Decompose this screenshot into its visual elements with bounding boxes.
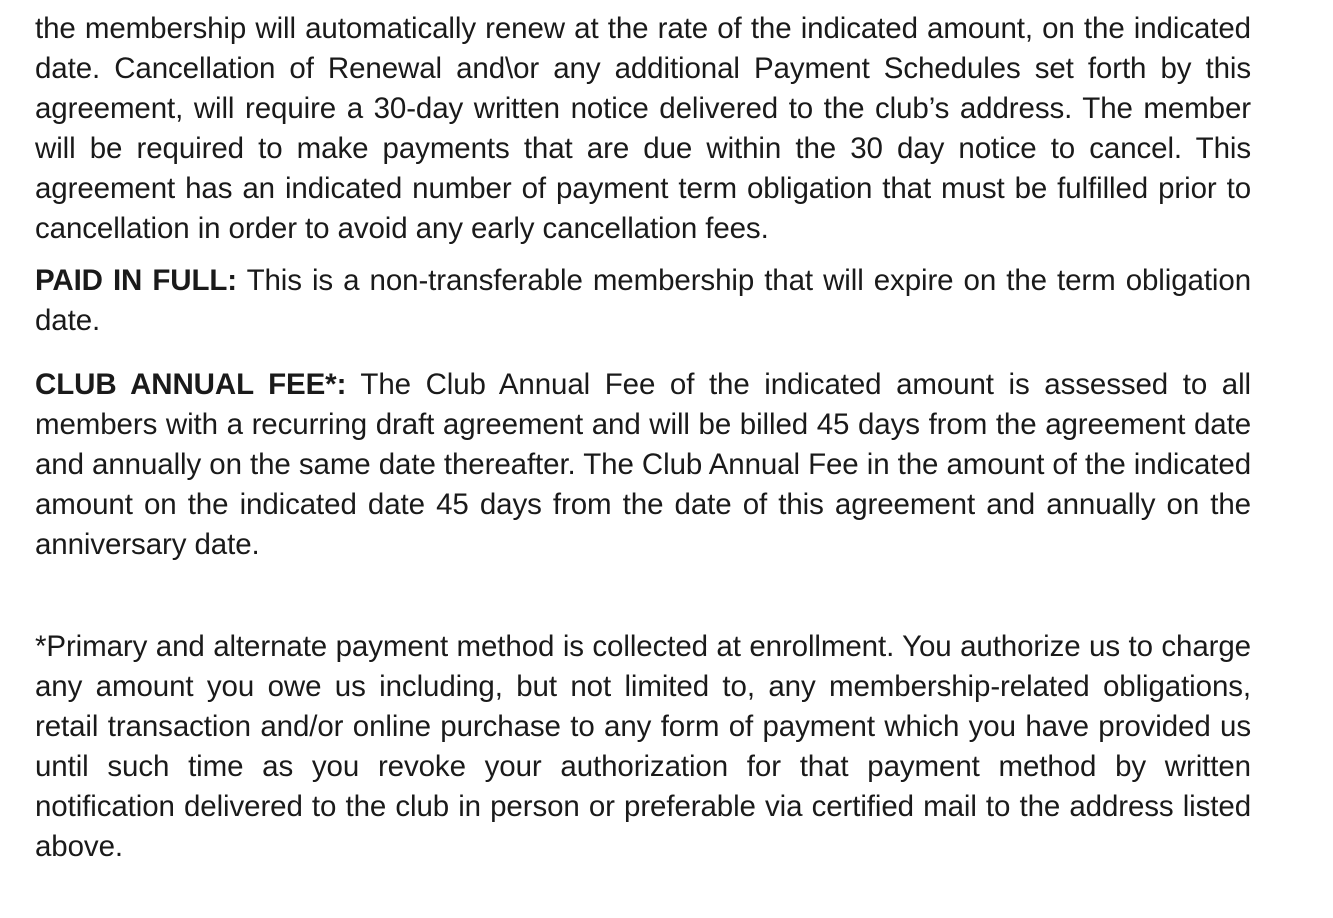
paid-in-full-section [35, 261, 1251, 341]
renewal-paragraph: the membership will automatically renew at the rate of the indicated amount, on the indicated date. Cancellation of Renewal and\or any additional Payment Schedules set forth by this agreement, will require a 30-day written notice delivered to the club’s address. The member will be required to make payments that are due within the 30 day notice to cancel. This agreement has an indicated number of payment term obligation that must be fulfilled prior to cancellation in order to avoid any early cancellation fees. [35, 12, 1251, 245]
payment-method-note: *Primary and alternate payment method is collected at enrollment. You authorize us to charge any amount you owe us including, but not limited to, any membership-related obligations, retail transaction and/or online purchase to any form of payment which you have provided us until such time as you revoke your authorization for that payment method by written notification delivered to the club in person or preferable via certified mail to the address listed above. [35, 630, 1251, 863]
paid-in-full-body: This is a non-transferable membership that will expire on the term obligation date. [35, 264, 1251, 337]
club-annual-fee-section [35, 365, 1251, 565]
paid-in-full-heading: PAID IN FULL: [35, 264, 238, 297]
document-page [35, 9, 1251, 867]
club-annual-fee-body: The Club Annual Fee of the indicated amount is assessed to all members with a recurring draft agreement and will be billed 45 days from the agreement date and annually on the same date thereafter. The Club Annual Fee in the amount of the indicated amount on the indicated date 45 days from the date of this agreement and annually on the anniversary date. [35, 368, 1251, 561]
club-annual-fee-heading: CLUB ANNUAL FEE*: [35, 368, 347, 401]
